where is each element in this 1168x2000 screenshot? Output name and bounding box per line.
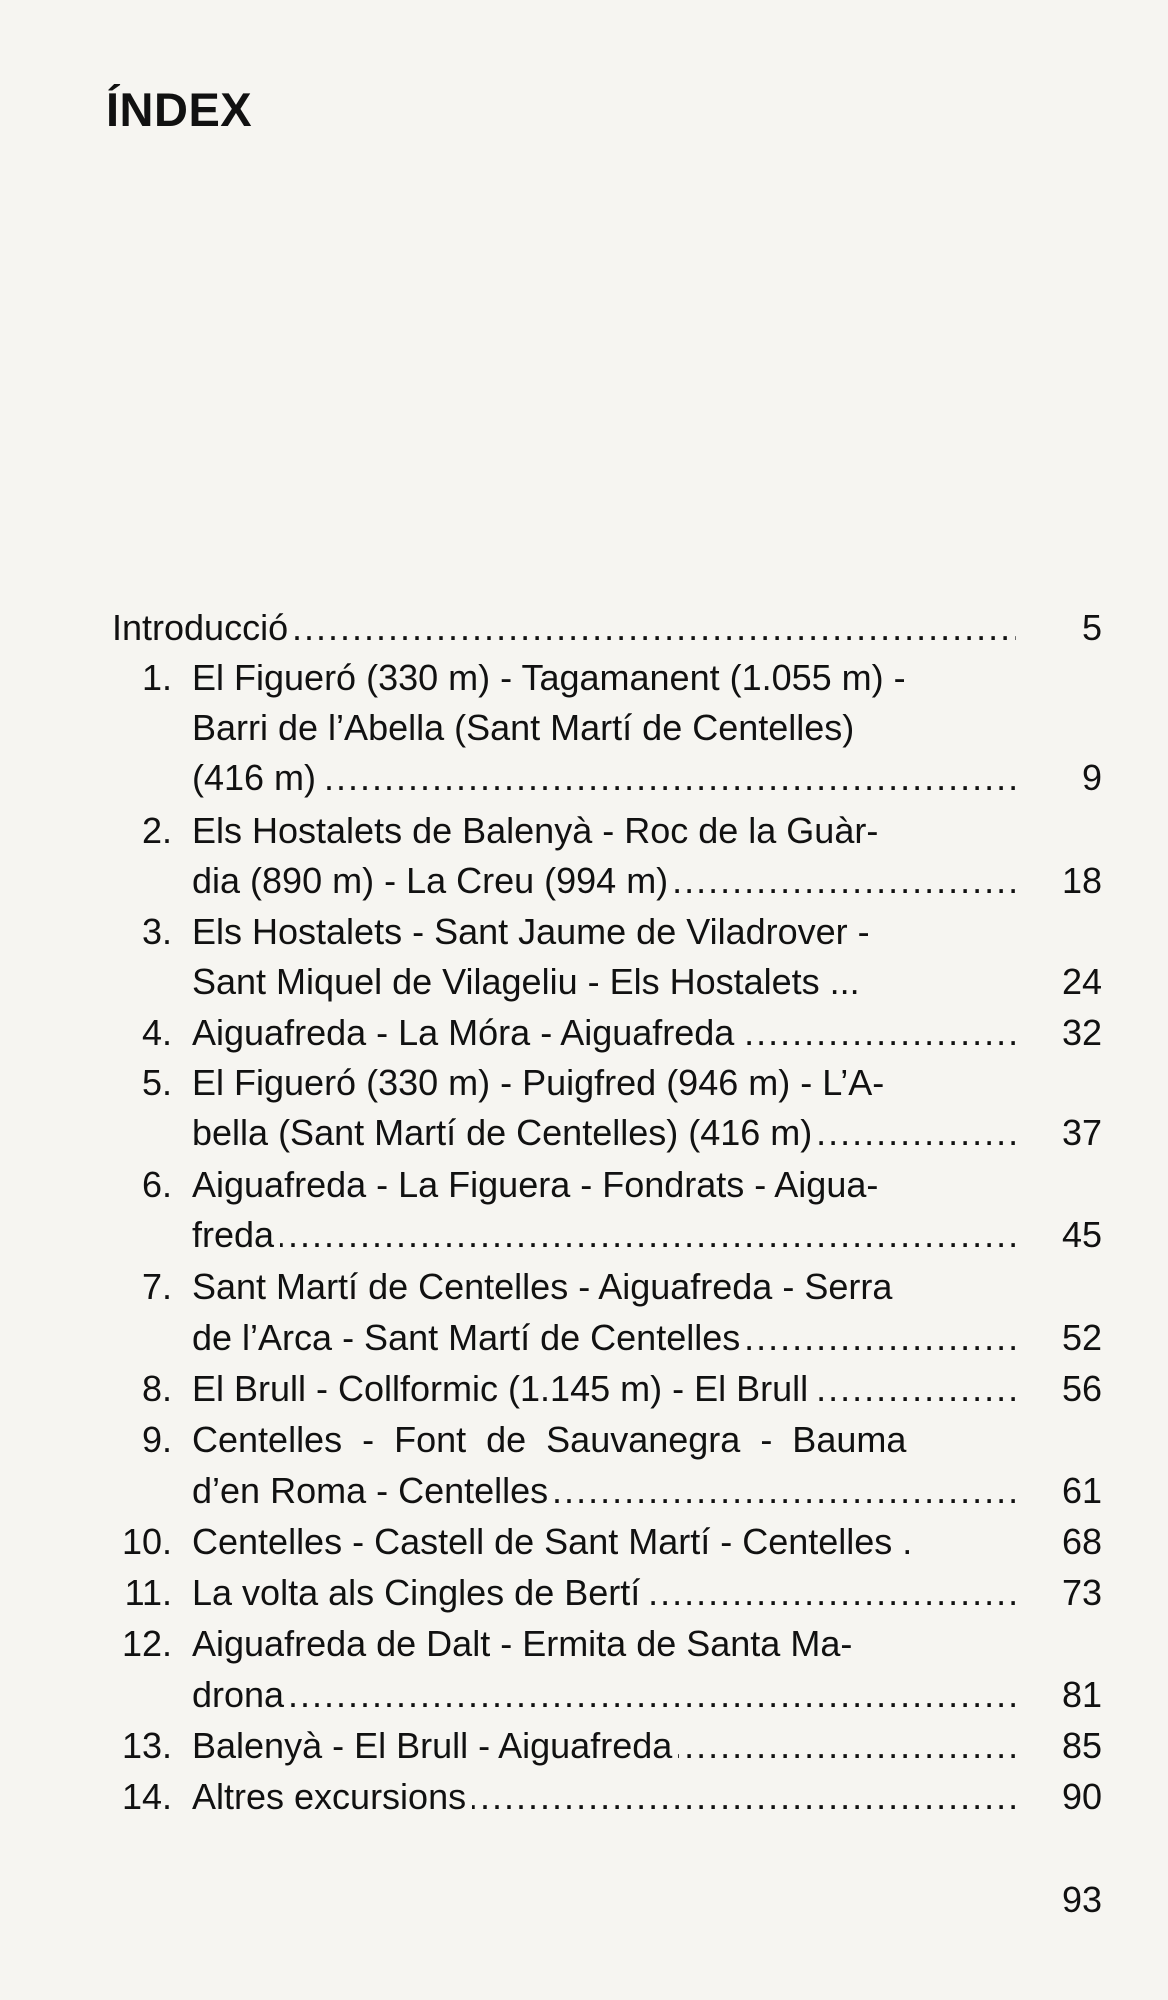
toc-entry-number: 10.: [121, 1521, 172, 1562]
toc-entry-number: 7.: [141, 1266, 172, 1307]
toc-entry-13[interactable]: [0, 1721, 1168, 1771]
toc-entry-10[interactable]: [0, 1517, 1168, 1567]
toc-entry-number: 13.: [121, 1725, 172, 1766]
toc-entry-title-line: Aiguafreda - La Móra - Aiguafreda: [192, 1012, 740, 1053]
page-title: ÍNDEX: [106, 83, 253, 136]
toc-entry-title-line: freda: [192, 1214, 280, 1255]
toc-entry-5-last: [0, 1108, 1168, 1158]
toc-entry-title-line: Els Hostalets de Balenyà - Roc de la Guàr-: [192, 810, 884, 851]
toc-entry-9[interactable]: [0, 1415, 1168, 1465]
toc-entry-number: 4.: [141, 1012, 172, 1053]
toc-entry-number: 5.: [141, 1062, 172, 1103]
toc-entry-number: 2.: [141, 810, 172, 851]
toc-page-number: 18: [1061, 860, 1102, 901]
toc-page-number: 81: [1061, 1674, 1102, 1715]
toc-entry-6-last: [0, 1210, 1168, 1260]
toc-entry-title-line: drona: [192, 1674, 290, 1715]
toc-entry-9-last: [0, 1466, 1168, 1516]
toc-entry-title-line: El Brull - Collformic (1.145 m) - El Brull: [192, 1368, 814, 1409]
toc-entry-title-line: Sant Martí de Centelles - Aiguafreda - Serra: [192, 1266, 898, 1307]
toc-entry-12[interactable]: [0, 1619, 1168, 1669]
toc-entry-title-line: La volta als Cingles de Bertí: [192, 1572, 646, 1613]
toc-page-number: 32: [1061, 1012, 1102, 1053]
toc-entry-title-line: Sant Miquel de Vilageliu - Els Hostalets ...: [192, 961, 866, 1002]
toc-entry-1[interactable]: [0, 653, 1168, 703]
toc-entry-title-line: bella (Sant Martí de Centelles) (416 m): [192, 1112, 818, 1153]
toc-page-number: 45: [1061, 1214, 1102, 1255]
toc-page-number: 37: [1061, 1112, 1102, 1153]
toc-entry-intro[interactable]: [0, 603, 1168, 653]
toc-entry-number: 1.: [141, 657, 172, 698]
toc-entry-title-line: dia (890 m) - La Creu (994 m): [192, 860, 674, 901]
toc-page-number: 61: [1061, 1470, 1102, 1511]
toc-entry-title: Introducció: [112, 607, 294, 648]
toc-entry-title-line: Barri de l’Abella (Sant Martí de Centelles): [192, 707, 860, 748]
toc-page-number: 24: [1061, 961, 1102, 1002]
toc-entry-7[interactable]: [0, 1262, 1168, 1312]
toc-entry-title-line: de l’Arca - Sant Martí de Centelles: [192, 1317, 746, 1358]
toc-entry-2-last: [0, 856, 1168, 906]
toc-entry-title-line: Balenyà - El Brull - Aiguafreda: [192, 1725, 678, 1766]
toc-entry-12-last: [0, 1670, 1168, 1720]
toc-entry-title-line: Aiguafreda de Dalt - Ermita de Santa Ma-: [192, 1623, 858, 1664]
toc-entry-3[interactable]: [0, 907, 1168, 957]
toc-page-number: 52: [1061, 1317, 1102, 1358]
toc-entry-2[interactable]: [0, 806, 1168, 856]
toc-entry-6[interactable]: [0, 1160, 1168, 1210]
toc-entry-number: 11.: [124, 1572, 172, 1613]
toc-entry-11[interactable]: [0, 1568, 1168, 1618]
toc-page-number: 90: [1061, 1776, 1102, 1817]
toc-entry-number: 12.: [121, 1623, 172, 1664]
toc-entry-title-line: Centelles - Castell de Sant Martí - Centelles .: [192, 1521, 918, 1562]
page-footer: [0, 1875, 1168, 1925]
toc-entry-title-line: El Figueró (330 m) - Tagamanent (1.055 m) -: [192, 657, 912, 698]
toc-entry-number: 8.: [141, 1368, 172, 1409]
toc-entry-1-last: [0, 753, 1168, 803]
page-number: 93: [1061, 1879, 1102, 1920]
toc-entry-title-line: Centelles - Font de Sauvanegra - Bauma: [192, 1419, 912, 1460]
toc-entry-title-line: (416 m): [192, 757, 322, 798]
toc-entry-title-line: El Figueró (330 m) - Puigfred (946 m) - L’A-: [192, 1062, 890, 1103]
toc-entry-5[interactable]: [0, 1058, 1168, 1108]
toc-entry-title-line: d’en Roma - Centelles: [192, 1470, 554, 1511]
toc-entry-8[interactable]: [0, 1364, 1168, 1414]
toc-page-number: 85: [1061, 1725, 1102, 1766]
toc-entry-number: 14.: [121, 1776, 172, 1817]
toc-entry-number: 9.: [141, 1419, 172, 1460]
toc-page-number: 5: [1081, 607, 1102, 648]
toc-entry-title-line: Aiguafreda - La Figuera - Fondrats - Aigua-: [192, 1164, 884, 1205]
toc-entry-4[interactable]: [0, 1008, 1168, 1058]
toc-entry-7-last: [0, 1313, 1168, 1363]
toc-entry-14[interactable]: [0, 1772, 1168, 1822]
toc-page-number: 56: [1061, 1368, 1102, 1409]
toc-entry-number: 3.: [141, 911, 172, 952]
toc-entry-number: 6.: [141, 1164, 172, 1205]
toc-page-number: 73: [1061, 1572, 1102, 1613]
toc-entry-3-last: [0, 957, 1168, 1007]
toc-entry-title-line: Altres excursions: [192, 1776, 472, 1817]
toc-page-number: 9: [1081, 757, 1102, 798]
toc-entry-1-cont: [0, 703, 1168, 753]
toc-page-number: 68: [1061, 1521, 1102, 1562]
toc-entry-title-line: Els Hostalets - Sant Jaume de Viladrover -: [192, 911, 876, 952]
